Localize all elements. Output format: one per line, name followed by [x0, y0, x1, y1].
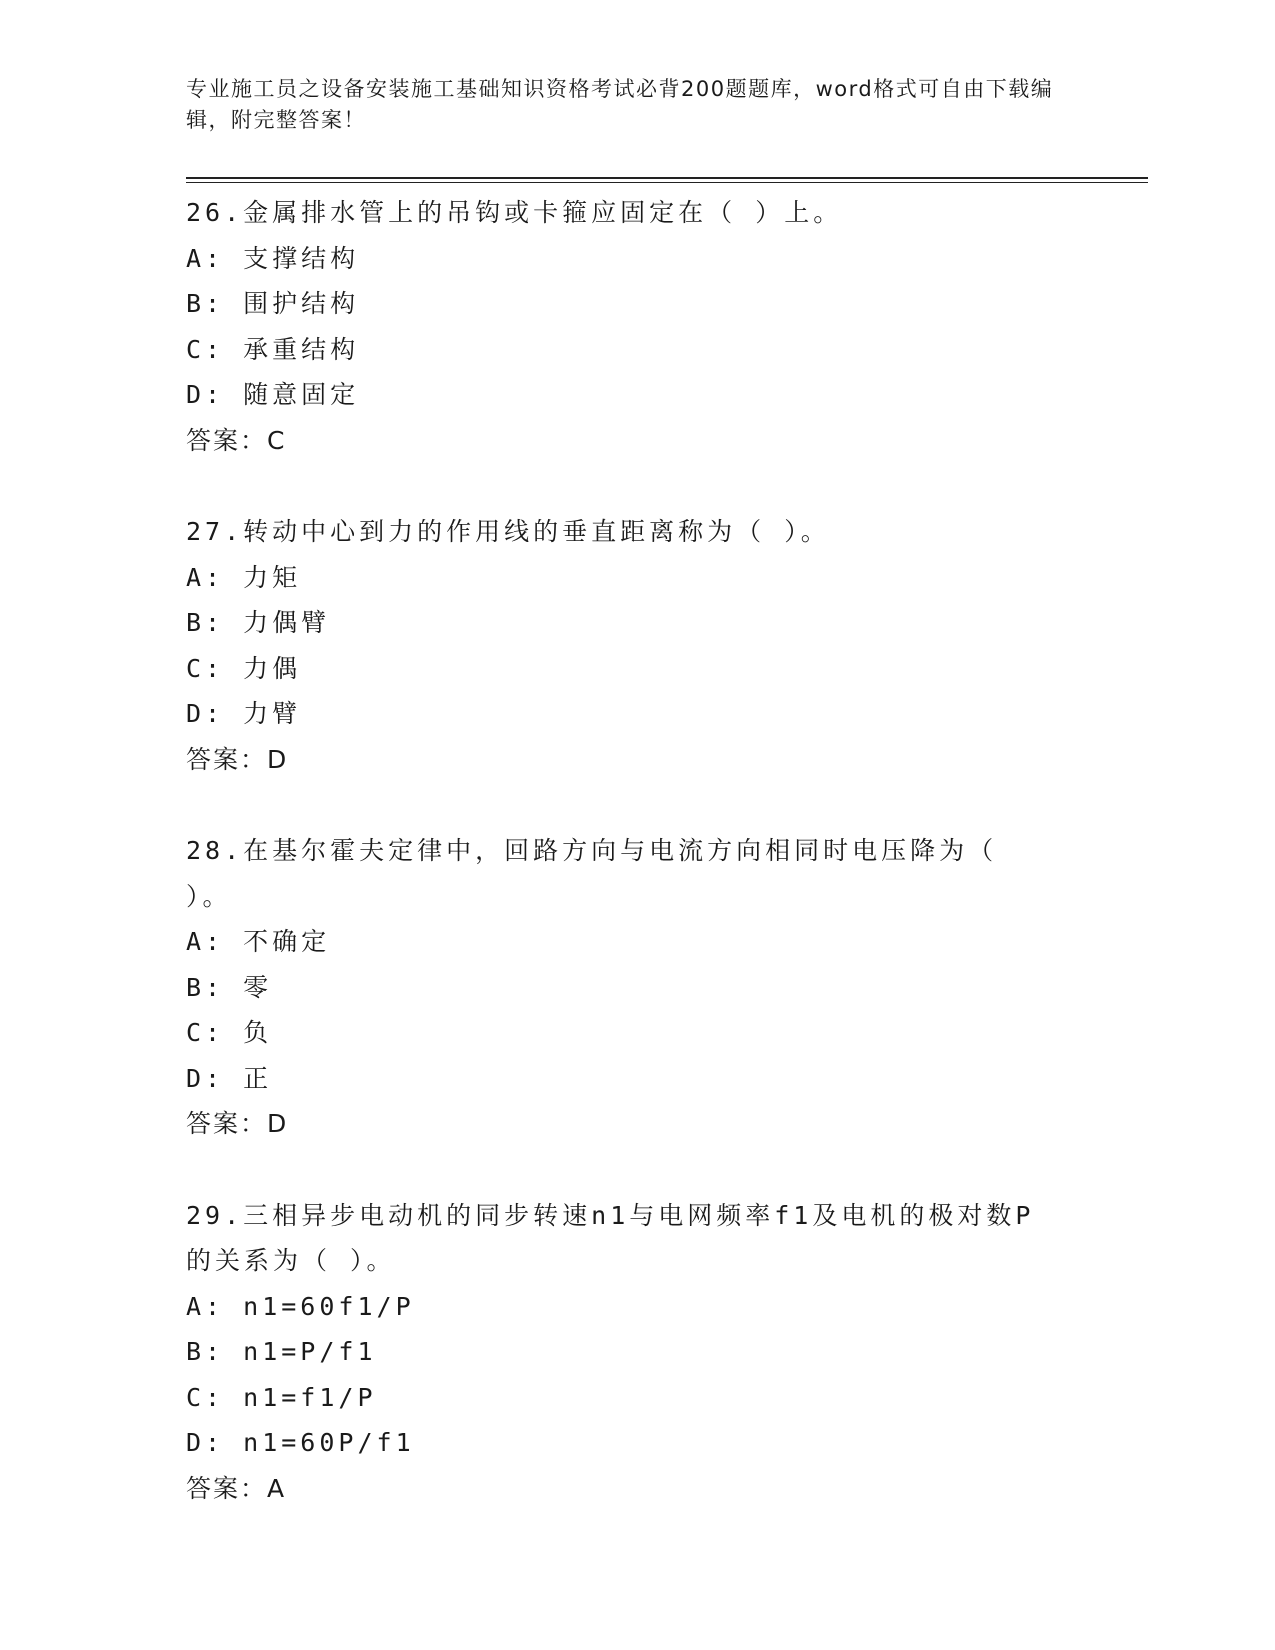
answer-text: 答案：C [186, 425, 287, 455]
question-stem: 29.三相异步电动机的同步转速n1与电网频率f1及电机的极对数P的关系为（ ）。 [186, 1200, 1035, 1275]
answer-text: 答案：D [186, 1109, 289, 1138]
option-b: B: 力偶臂 [186, 608, 331, 637]
question-28 [186, 828, 1086, 1147]
question-27 [186, 509, 1086, 782]
option-c: C: 承重结构 [186, 334, 360, 364]
option-c: C: 负 [186, 1018, 273, 1047]
option-a: A: 支撑结构 [186, 243, 360, 273]
option-d: D: 随意固定 [186, 380, 360, 409]
question-29 [186, 1193, 1086, 1512]
question-stem: 28.在基尔霍夫定律中，回路方向与电流方向相同时电压降为（ ）。 [186, 836, 1017, 911]
document-header: 专业施工员之设备安装施工基础知识资格考试必背200题题库，word格式可自由下载编辑，附完整答案！ [186, 77, 1054, 132]
header-rule-thick [186, 177, 1148, 179]
option-a: A: 力矩 [186, 562, 302, 592]
question-26 [186, 190, 1086, 463]
answer-text: 答案：D [186, 744, 289, 774]
option-c: C: n1=f1/P [186, 1382, 377, 1412]
question-stem: 26.金属排水管上的吊钩或卡箍应固定在（ ）上。 [186, 198, 843, 227]
answer-text: 答案：A [186, 1473, 287, 1503]
option-b: B: 零 [186, 972, 273, 1002]
header-rule-thin [186, 182, 1148, 183]
option-a: A: n1=60f1/P [186, 1291, 415, 1321]
question-list [186, 190, 1086, 1557]
question-stem: 27.转动中心到力的作用线的垂直距离称为（ ）。 [186, 517, 830, 546]
option-d: D: 正 [186, 1063, 273, 1093]
option-b: B: n1=P/f1 [186, 1337, 377, 1366]
option-d: D: 力臂 [186, 699, 302, 728]
option-c: C: 力偶 [186, 653, 302, 683]
option-d: D: n1=60P/f1 [186, 1428, 415, 1457]
option-a: A: 不确定 [186, 927, 331, 956]
option-b: B: 围护结构 [186, 289, 360, 318]
